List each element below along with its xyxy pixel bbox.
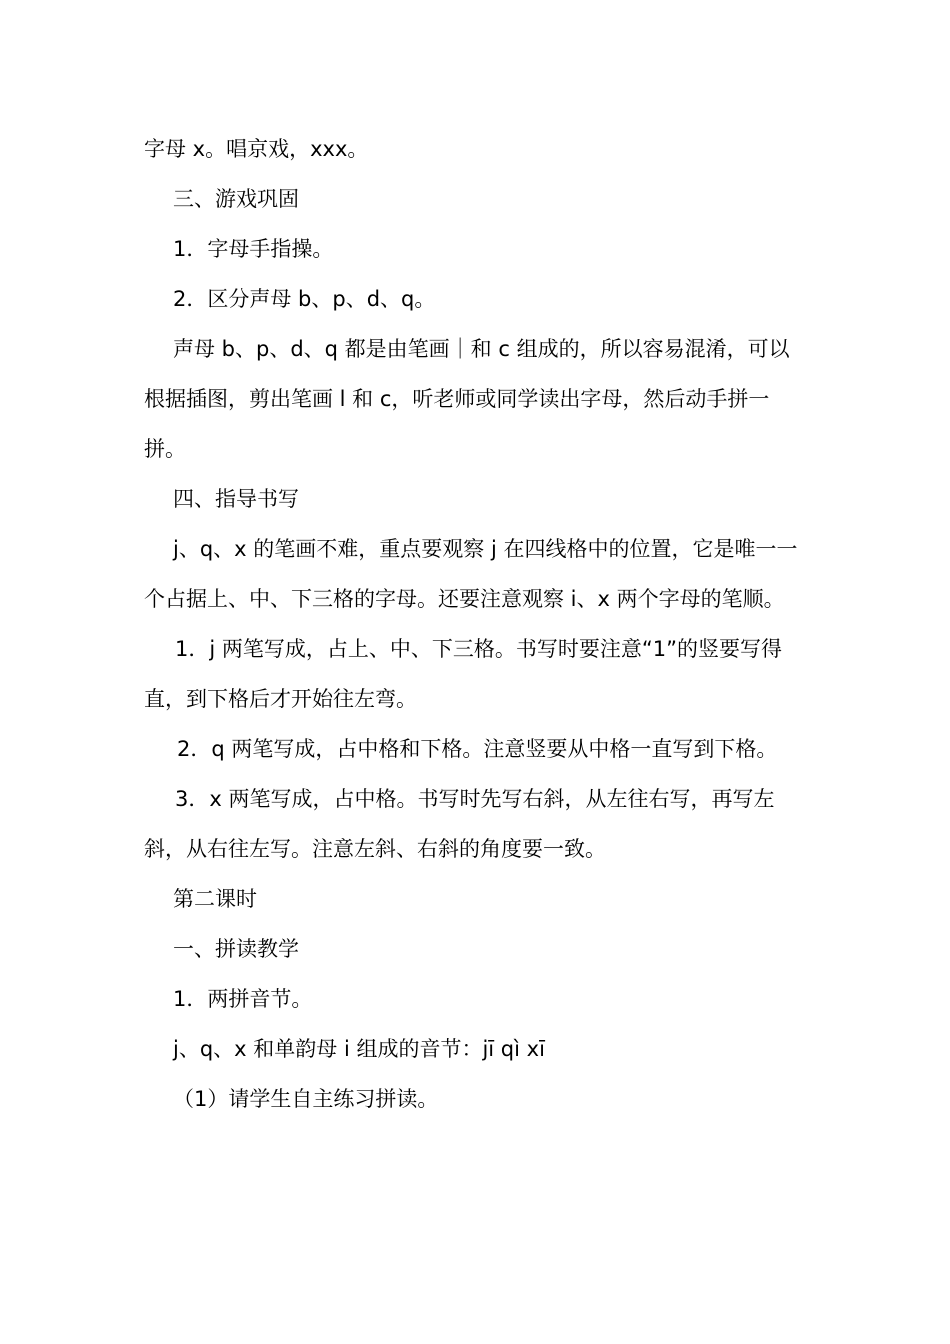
paragraph-14: j、q、x 和单韵母 i 组成的音节：jī qì xī	[173, 1037, 545, 1061]
paragraph-4: 2．区分声母 b、p、d、q。	[173, 287, 436, 311]
heading-second-lesson: 第二课时	[173, 887, 257, 911]
paragraph-5: 声母 b、p、d、q 都是由笔画｜和 c 组成的，所以容易混淆，可以根据插图，剪出笔画 l 和 c，听老师或同学读出字母，然后动手拼一拼。	[144, 337, 790, 461]
paragraph-15: （1）请学生自主练习拼读。	[173, 1087, 439, 1111]
paragraph-1: 字母 x。唱京戏，xxx。	[144, 137, 369, 161]
heading-spelling-teaching: 一、拼读教学	[173, 937, 299, 961]
paragraph-13: 1．两拼音节。	[173, 987, 313, 1011]
paragraph-9: 2．q 两笔写成，占中格和下格。注意竖要从中格一直写到下格。	[177, 737, 778, 761]
paragraph-3: 1．字母手指操。	[173, 237, 334, 261]
paragraph-10: 3．x 两笔写成，占中格。书写时先写右斜，从左往右写，再写左斜，从右往左写。注意左斜、右斜的角度要一致。	[144, 787, 775, 861]
paragraph-7: j、q、x 的笔画不难，重点要观察 j 在四线格中的位置，它是唯一一个占据上、中、下三格的字母。还要注意观察 i、x 两个字母的笔顺。	[144, 537, 798, 611]
heading-game-review: 三、游戏巩固	[173, 187, 299, 211]
paragraph-8: 1．j 两笔写成，占上、中、下三格。书写时要注意“1”的竖要写得直，到下格后才开始往左弯。	[144, 637, 782, 711]
document-body	[144, 124, 808, 1124]
heading-writing-guide: 四、指导书写	[173, 487, 299, 511]
